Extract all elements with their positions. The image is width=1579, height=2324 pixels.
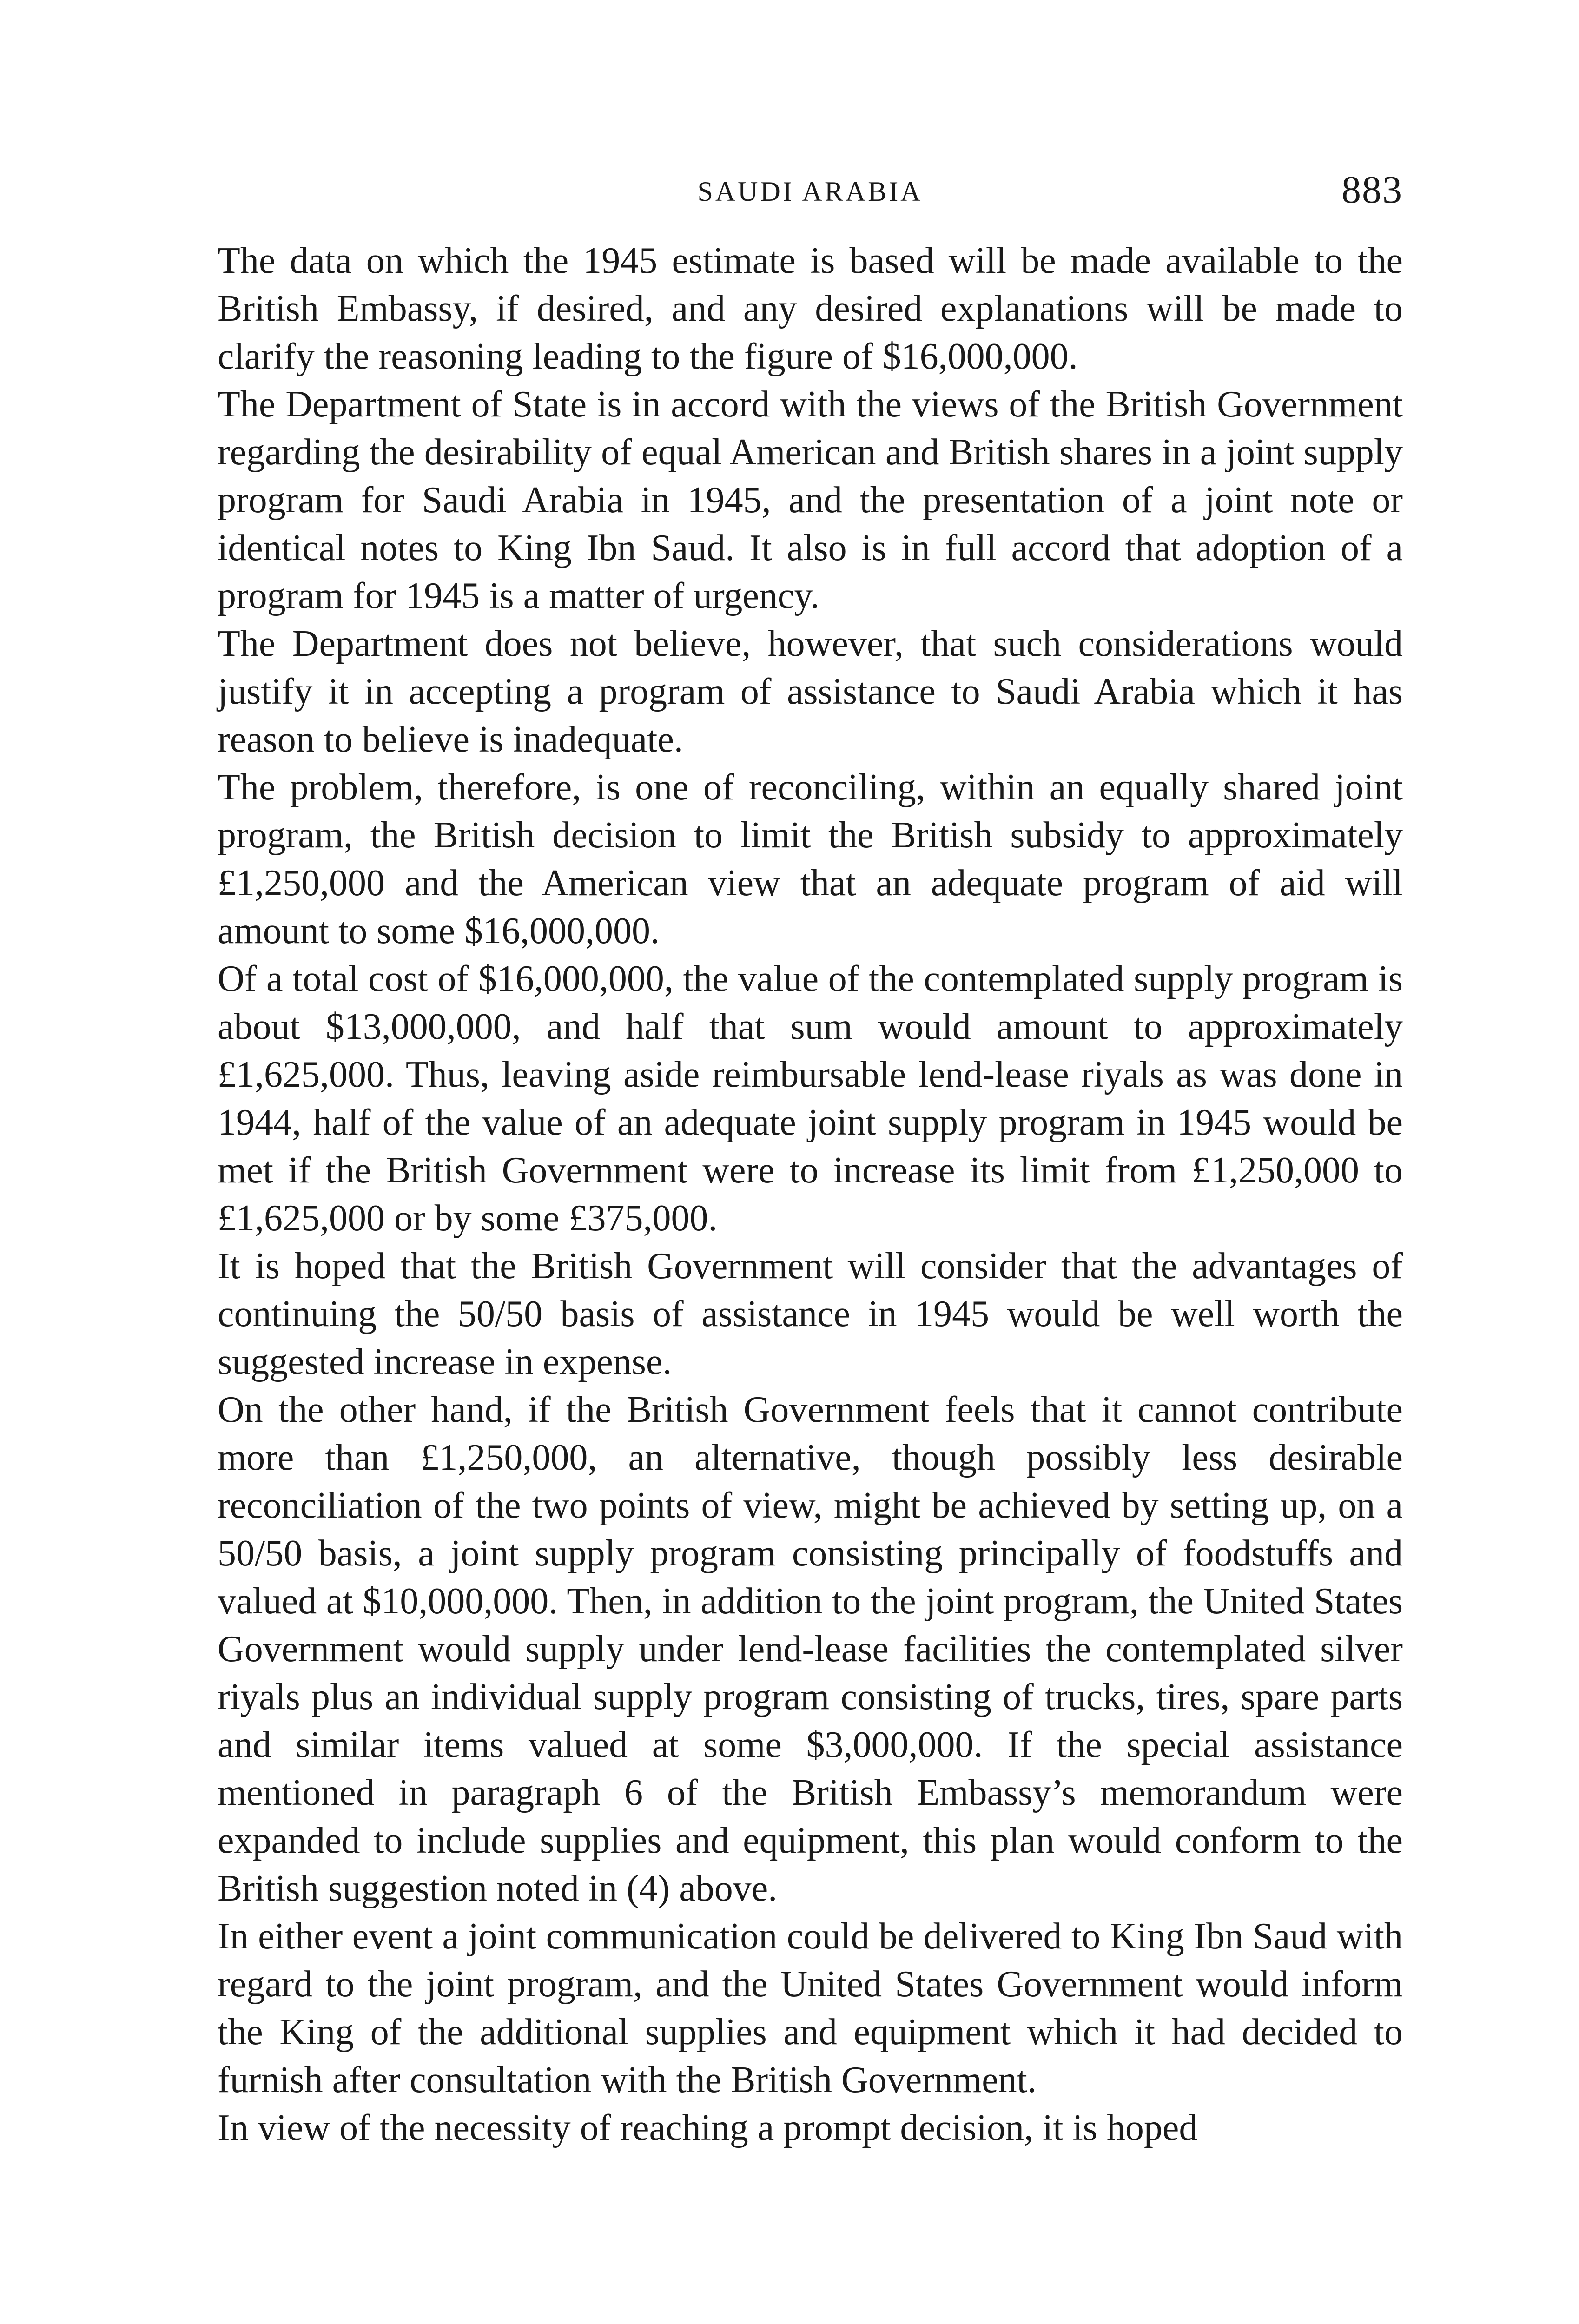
paragraph-9: In view of the necessity of reaching a prompt decision, it is hoped [218, 2107, 1198, 2148]
paragraph-7: On the other hand, if the British Government feels that it cannot contribute more than £1,250,000, an alternative, though possibly less desirable reconciliation of the two points of view, might be achieved by setting up, on a 50/50 basis, a joint supply program consisting principally of foodstuffs and valued at $10,000,000. Then, in addition to the joint program, the United States Government would supply under lend-lease facilities the contemplated silver riyals plus an individual supply program consisting of trucks, tires, spare parts and similar items valued at some $3,000,000. If the special assistance mentioned in paragraph 6 of the British Embassy’s memorandum were expanded to include supplies and equipment, this plan would conform to the British suggestion noted in (4) above. [218, 1389, 1403, 1909]
running-head [218, 167, 1403, 218]
paragraph-1: The data on which the 1945 estimate is based will be made available to the British Embassy, if desired, and any desired explanations will be made to clarify the reasoning leading to the figure of $16,000,000. [218, 240, 1403, 377]
body-text [218, 237, 1403, 2152]
paragraph-5: Of a total cost of $16,000,000, the value of the contemplated supply program is about $13,000,000, and half that sum would amount to approximately £1,625,000. Thus, leaving aside reimbursable lend-lease riyals as was done in 1944, half of the value of an adequate joint supply program in 1945 would be met if the British Government were to increase its limit from £1,250,000 to £1,625,000 or by some £375,000. [218, 958, 1403, 1239]
paragraph-6: It is hoped that the British Government will consider that the advantages of continuing the 50/50 basis of assistance in 1945 would be well worth the suggested increase in expense. [218, 1246, 1403, 1382]
paragraph-3: The Department does not believe, however, that such considerations would justify it in accepting a program of assistance to Saudi Arabia which it has reason to believe is inadequate. [218, 623, 1403, 760]
page-number: 883 [1341, 168, 1403, 211]
paragraph-4: The problem, therefore, is one of reconciling, within an equally shared joint program, the British decision to limit the British subsidy to approximately £1,250,000 and the American view that an adequate program of aid will amount to some $16,000,000. [218, 767, 1403, 951]
paragraph-8: In either event a joint communication could be delivered to King Ibn Saud with regard to the joint program, and the United States Government would inform the King of the additional supplies and equipment which it had decided to furnish after consultation with the British Government. [218, 1916, 1403, 2100]
running-title: SAUDI ARABIA [697, 176, 923, 207]
paragraph-2: The Department of State is in accord with the views of the British Government regarding the desirability of equal American and British shares in a joint supply program for Saudi Arabia in 1945, and the presentation of a joint note or identical notes to King Ibn Saud. It also is in full accord that adoption of a program for 1945 is a matter of urgency. [218, 384, 1403, 616]
